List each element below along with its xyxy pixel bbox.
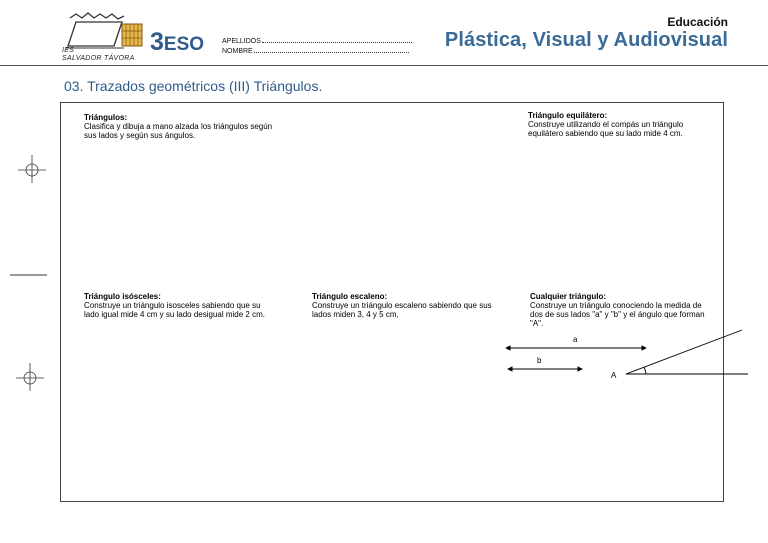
page-title: 03. Trazados geométricos (III) Triángulos. [64,78,323,94]
section-text: Construye un triángulo conociendo la medida de dos de sus lados "a" y "b" y el ángulo que forman "A". [530,301,705,328]
section-heading: Triángulos: [84,113,128,122]
subject-subtitle: Educación [667,15,728,29]
subject-title: Plástica, Visual y Audiovisual [444,29,728,51]
registration-mark-top [18,155,46,183]
school-name-line1: IES [62,47,75,54]
label-angle-a: A [611,371,617,380]
angle-ray-inclined [626,330,742,374]
section-text: Construye un triángulo escaleno sabiendo que sus lados miden 3, 4 y 5 cm, [312,301,492,319]
section-heading: Cualquier triángulo: [530,292,606,301]
section-text: Clasifica y dibuja a mano alzada los triángulos según sus lados y según sus ángulos. [84,122,273,140]
section-heading: Triángulo isósceles: [84,292,161,301]
label-a: a [573,335,578,344]
section-heading: Triángulo escaleno: [312,292,388,301]
registration-mark-bottom [16,363,44,391]
angle-arc [644,367,646,374]
grade-number: 3 [150,28,164,56]
section-text: Construye un triángulo isosceles sabiendo que su lado igual mide 4 cm y su lado desigual mide 2 cm. [84,301,265,319]
grade-suffix: ESO [163,34,205,55]
school-name-line2: SALVADOR TÁVORA [62,55,135,62]
section-text: Construye utilizando el compás un triángulo equilátero sabiendo que su lado mide 4 cm. [528,120,684,138]
surname-label: APELLIDOS [222,38,261,45]
name-label: NOMBRE [222,48,253,55]
section-heading: Triángulo equilátero: [528,111,608,120]
label-b: b [537,356,542,365]
